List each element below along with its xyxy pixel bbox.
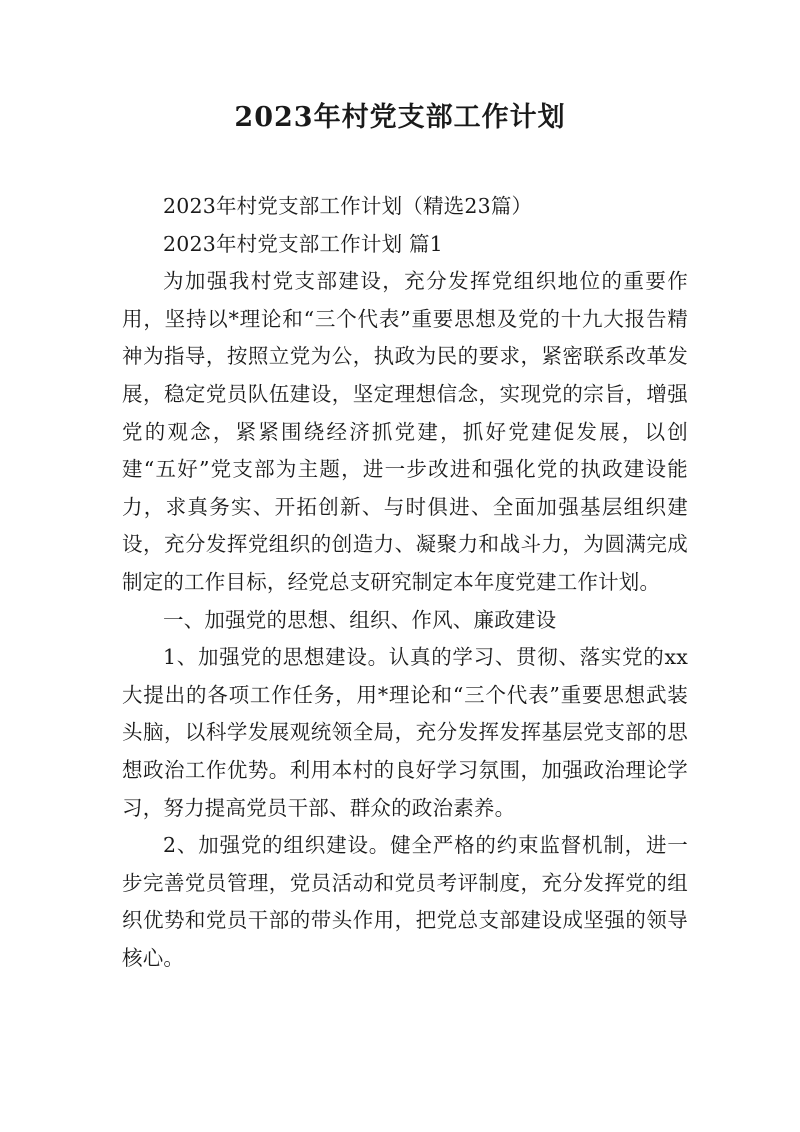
document-title: 2023年村党支部工作计划	[234, 102, 566, 133]
subtitle-paragraph: 2023年村党支部工作计划（精选23篇）	[163, 194, 533, 218]
section-one-heading: 一、加强党的思想、组织、作风、廉政建设	[163, 607, 557, 632]
organizational-building-paragraph: 2、加强党的组织建设。健全严格的约束监督机制，进一步完善党员管理，党员活动和党员考评制度，充分发挥党的组织优势和党员干部的带头作用，把党总支部建设成坚强的领导核心。	[122, 833, 688, 970]
section-heading-paragraph: 2023年村党支部工作计划 篇1	[163, 231, 443, 256]
intro-paragraph: 为加强我村党支部建设，充分发挥党组织地位的重要作用，坚持以*理论和“三个代表”重要思想及党的十九大报告精神为指导，按照立党为公，执政为民的要求，紧密联系改革发展，稳定党员队伍建设，坚定理想信念，实现党的宗旨，增强党的观念，紧紧围绕经济抓党建，抓好党建促发展，以创建“五好”党支部为主题，进一步改进和强化党的执政建设能力，求真务实、开拓创新、与时俱进、全面加强基层组织建设，充分发挥党组织的创造力、凝聚力和战斗力，为圆满完成制定的工作目标，经党总支研究制定本年度党建工作计划。	[122, 269, 688, 594]
ideological-building-paragraph: 1、加强党的思想建设。认真的学习、贯彻、落实党的xx大提出的各项工作任务，用*理论和“三个代表”重要思想武装头脑，以科学发展观统领全局，充分发挥发挥基层党支部的思想政治工作优势。利用本村的良好学习氛围，加强政治理论学习，努力提高党员干部、群众的政治素养。	[122, 645, 688, 820]
document-body	[122, 188, 688, 977]
